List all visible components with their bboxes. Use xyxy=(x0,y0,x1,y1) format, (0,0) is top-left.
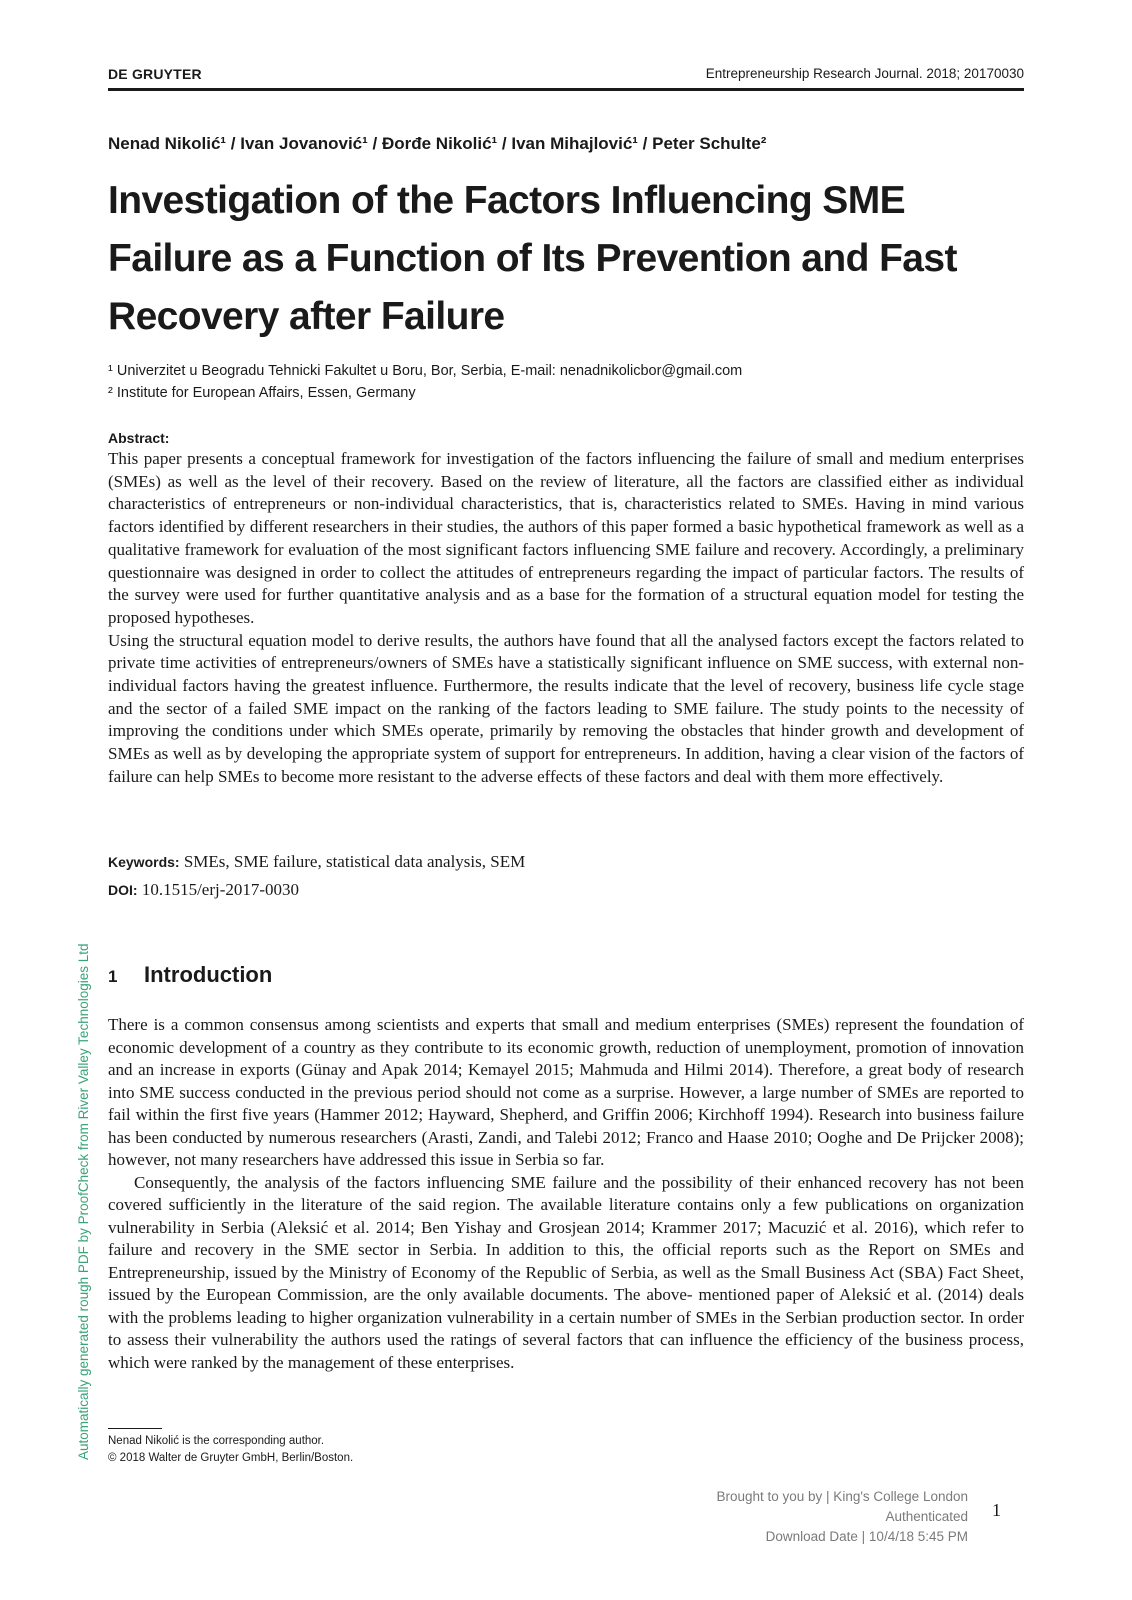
doi xyxy=(108,876,1024,904)
footnote xyxy=(108,1428,608,1467)
download-stamp-line: Download Date | 10/4/18 5:45 PM xyxy=(765,1529,968,1544)
download-stamp-line: Brought to you by | King's College London xyxy=(716,1489,968,1504)
section-title: Introduction xyxy=(144,962,273,987)
running-head xyxy=(108,64,1024,91)
keywords-label: Keywords: xyxy=(108,854,180,870)
body-paragraph: Consequently, the analysis of the factors influencing SME failure and the possibility of their enhanced recovery has not been covered sufficiently in the literature of the said region. The available literature contains only a few publications on organization vulnerability in Serbia (Aleksić et al. 2014; Ben Yishay and Grosjean 2014; Krammer 2017; Macuzić et al. 2016), which refer to failure and recovery in the SME sector in Serbia. In addition to this, the official reports such as the Report on SMEs and Entrepreneurship, issued by the Ministry of Economy of the Republic of Serbia, as well as the Small Business Act (SBA) Fact Sheet, issued by the European Commission, are the only available documents. The above- mentioned paper of Aleksić et al. (2014) deals with the problems leading to higher organization vulnerability in a certain number of SMEs in the Serbian production sector. In order to assess their vulnerability the authors used the ratings of several factors that can influence the efficiency of the business process, which were ranked by the management of these enterprises. xyxy=(108,1172,1024,1372)
section-number: 1 xyxy=(108,967,118,986)
proofcheck-side-note: Automatically generated rough PDF by ProofCheck from River Valley Technologies Ltd xyxy=(76,943,91,1460)
abstract-paragraph: This paper presents a conceptual framework for investigation of the factors influencing the failure of small and medium enterprises (SMEs) as well as the level of their recovery. Based on the review of literature, all the factors are classified either as individual characteristics of entrepreneurs or non-individual characteristics, that is, characteristics related to SMEs. Having in mind various factors identified by different researchers in their studies, the authors of this paper formed a basic hypothetical framework as well as a qualitative framework for evaluation of the most significant factors influencing SME failure and recovery. Accordingly, a preliminary questionnaire was designed in order to collect the attitudes of entrepreneurs regarding the impact of particular factors. The results of the survey were used for further quantitative analysis and as a base for the formation of a structural equation model for testing the proposed hypotheses. xyxy=(108,449,1024,627)
affiliation-2: ² Institute for European Affairs, Essen, Germany xyxy=(108,385,416,401)
section-heading xyxy=(108,962,272,988)
corresponding-author-note: Nenad Nikolić is the corresponding author. xyxy=(108,1435,325,1447)
abstract-label: Abstract: xyxy=(108,430,170,446)
page-number: 1 xyxy=(992,1500,1001,1520)
paper-title: Investigation of the Factors Influencing SME Failure as a Function of Its Prevention and Fast Recovery after Failure xyxy=(108,179,957,338)
keywords-value: SMEs, SME failure, statistical data analysis, SEM xyxy=(183,852,526,871)
download-stamp xyxy=(716,1487,968,1547)
download-stamp-line: Authenticated xyxy=(885,1509,968,1524)
affiliations xyxy=(108,360,1024,404)
doi-value[interactable]: 10.1515/erj-2017-0030 xyxy=(141,880,300,899)
copyright-note: © 2018 Walter de Gruyter GmbH, Berlin/Boston. xyxy=(108,1452,354,1464)
abstract-paragraph: Using the structural equation model to derive results, the authors have found that all the analysed factors except the factors related to private time activities of entrepreneurs/owners of SMEs have a statistically significant influence on SME success, with external non-individual factors having the greatest influence. Furthermore, the results indicate that the level of recovery, business life cycle stage and the sector of a failed SME impact on the ranking of the factors leading to SME failure. The study points to the necessity of improving the conditions under which SMEs operate, primarily by removing the obstacles that hinder growth and development of SMEs as well as by developing the appropriate system of support for entrepreneurs. In addition, having a clear vision of the factors of failure can help SMEs to become more resistant to the adverse effects of these factors and deal with them more effectively. xyxy=(108,630,1024,786)
affiliation-1: ¹ Univerzitet u Beogradu Tehnicki Fakultet u Boru, Bor, Serbia, E-mail: nenadnikolicbor@gmail.com xyxy=(108,363,743,379)
footnote-rule xyxy=(108,1428,162,1429)
keywords xyxy=(108,848,1024,876)
article-meta xyxy=(108,848,1024,904)
author-list: Nenad Nikolić¹ / Ivan Jovanović¹ / Đorđe Nikolić¹ / Ivan Mihajlović¹ / Peter Schulte² xyxy=(108,134,767,153)
publisher-name: DE GRUYTER xyxy=(108,66,202,82)
doi-label: DOI: xyxy=(108,882,138,898)
body-paragraph: There is a common consensus among scientists and experts that small and medium enterprises (SMEs) represent the foundation of economic development of a country as they contribute to its economic growth, reduction of unemployment, promotion of innovation and an increase in exports (Günay and Apak 2014; Kemayel 2015; Mahmuda and Hilmi 2014). Therefore, a great body of research into SME success conducted in the previous period should not come as a surprise. However, a large number of SMEs are reported to fail within the first five years (Hammer 2012; Hayward, Shepherd, and Griffin 2006; Kirchhoff 1994). Research into business failure has been conducted by numerous researchers (Arasti, Zandi, and Talebi 2012; Franco and Haase 2010; Ooghe and De Prijcker 2008); however, not many researchers have addressed this issue in Serbia so far. xyxy=(108,1015,1024,1169)
journal-reference: Entrepreneurship Research Journal. 2018; 20170030 xyxy=(705,66,1024,81)
abstract xyxy=(108,430,1024,789)
section-body xyxy=(108,1014,1024,1374)
